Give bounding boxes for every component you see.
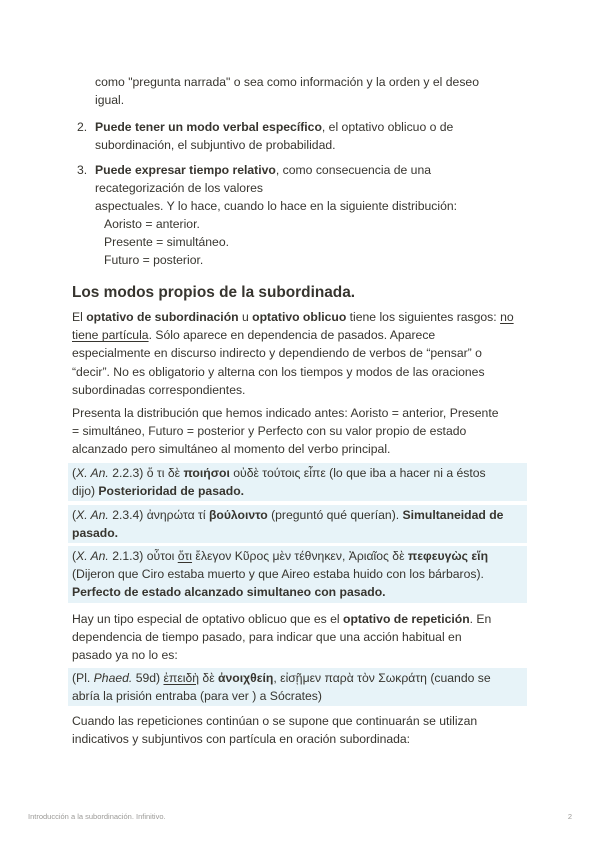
footer-title: Introducción a la subordinación. Infinitivo. xyxy=(28,812,166,821)
paragraph-distribucion: Presenta la distribución que hemos indicado antes: Aoristo = anterior, Presente = simultáneo, Futuro = posterior y Perfecto con su valor propio de estado alcanzado pero simultáneo al momento del verbo principal. xyxy=(72,406,499,457)
paragraph-optativo-repeticion: Hay un tipo especial de optativo oblicuo que es el optativo de repetición. En dependencia de tiempo pasado, para indicar que una acción habitual en pasado ya no lo es: xyxy=(72,612,492,663)
paragraph-optativo-oblicuo: El optativo de subordinación u optativo oblicuo tiene los siguientes rasgos: no tiene partícula. Sólo aparece en dependencia de pasados. Aparece especialmente en discurso indirecto y dependiendo de verbos de “pensar” o “decir”. No es obligatorio y alterna con los tiempos y modos de las oraciones subordinadas correspondientes. xyxy=(72,310,514,397)
sub-item-futuro: Futuro = posterior. xyxy=(104,253,204,267)
example-block-2: (X. An. 2.3.4) ἀνηρώτα τί βούλοιντο (preguntó qué querían). Simultaneidad de pasado. xyxy=(68,505,527,543)
sub-item-aoristo: Aoristo = anterior. xyxy=(104,217,200,231)
list-number-3: 3. xyxy=(77,163,88,177)
example-block-4: (Pl. Phaed. 59d) ἐπειδὴ δὲ ἀνοιχθείη, εἰσῇμεν παρὰ τὸν Σωκράτη (cuando se abría la prisión entraba (para ver ) a Sócrates) xyxy=(68,668,527,706)
example-block-3: (X. An. 2.1.3) οὗτοι ὅτι ἔλεγον Κῦρος μὲν τέθνηκεν, Ἀριαῖος δὲ πεφευγὼς εἴη (Dijeron que Ciro estaba muerto y que Aireo estaba huido con los bárbaros). Perfecto de estado alcanzado simultaneo con pasado. xyxy=(68,546,527,603)
paragraph-repeticiones: Cuando las repeticiones continúan o se supone que continuarán se utilizan indicativos y subjuntivos con partícula en oración subordinada: xyxy=(72,714,478,747)
list-item-3: Puede expresar tiempo relativo, como consecuencia de una recategorización de los valores aspectuales. Y lo hace, cuando lo hace en la siguiente distribución: xyxy=(95,163,458,214)
list-item-2: Puede tener un modo verbal específico, el optativo oblicuo o de subordinación, el subjuntivo de probabilidad. xyxy=(95,120,454,153)
section-heading: Los modos propios de la subordinada. xyxy=(72,284,356,301)
list-item-1-continuation: como "pregunta narrada" o sea como información y la orden y el deseo igual. xyxy=(95,75,479,108)
example-block-1: (X. An. 2.2.3) ὅ τι δὲ ποιήσοι οὐδὲ τούτοις εἶπε (lo que iba a hacer ni a éstos dijo) Posterioridad de pasado. xyxy=(68,463,527,501)
sub-item-presente: Presente = simultáneo. xyxy=(104,235,229,249)
footer-page-number: 2 xyxy=(567,812,572,821)
list-number-2: 2. xyxy=(77,120,88,134)
